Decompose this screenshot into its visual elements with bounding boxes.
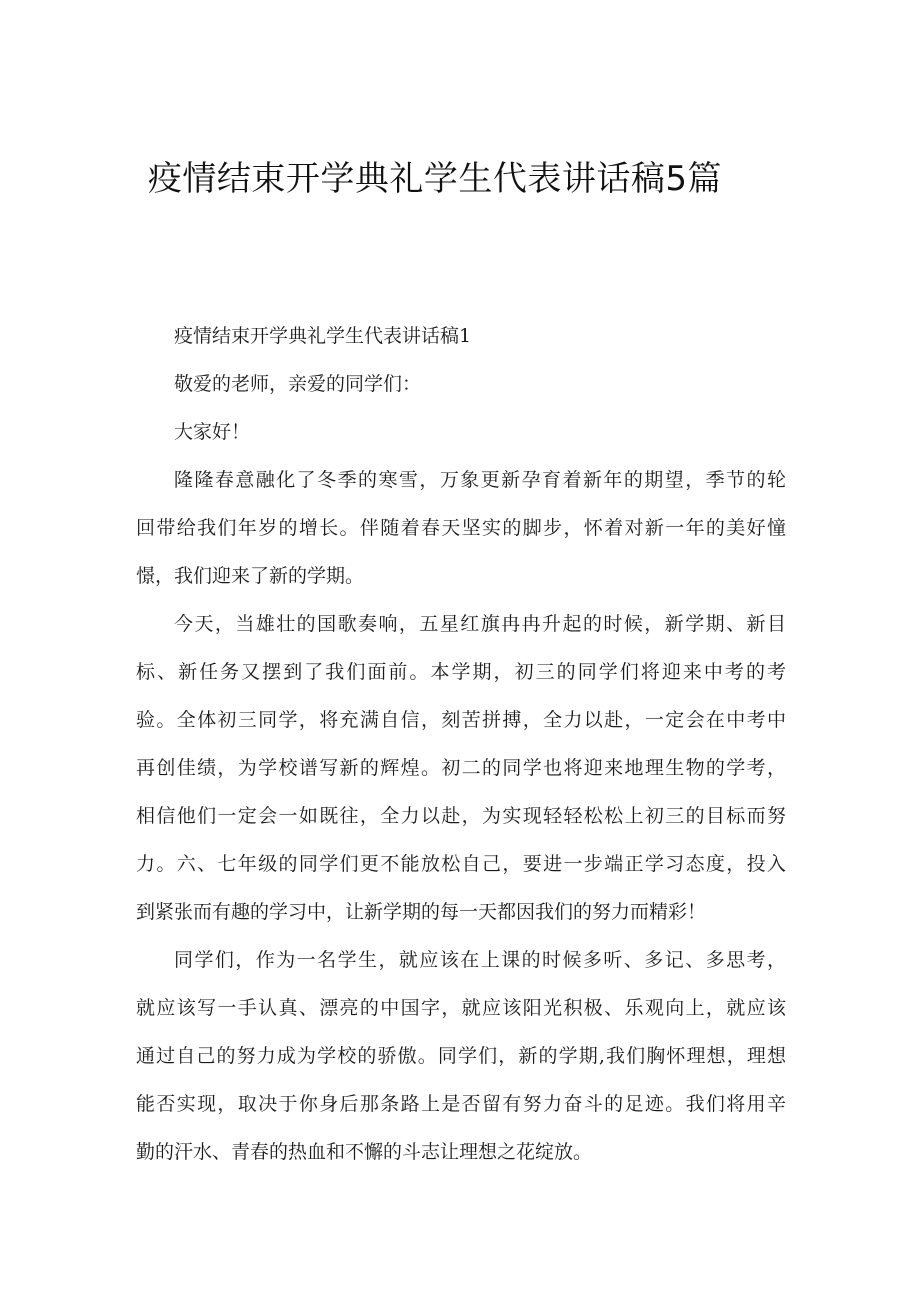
- paragraph-3-line: 能否实现，取决于你身后那条路上是否留有努力奋斗的足迹。我们将用辛: [136, 1093, 786, 1115]
- paragraph-2-line: 再创佳绩，为学校谱写新的辉煌。初二的同学也将迎来地理生物的学考，: [136, 757, 786, 779]
- paragraph-2-line: 相信他们一定会一如既往，全力以赴，为实现轻轻松松上初三的目标而努: [136, 805, 786, 827]
- paragraph-2-line: 验。全体初三同学，将充满自信，刻苦拼搏，全力以赴，一定会在中考中: [136, 709, 786, 731]
- paragraph-3-line: 同学们，作为一名学生，就应该在上课的时候多听、多记、多思考，: [174, 949, 786, 971]
- paragraph-2-line: 标、新任务又摆到了我们面前。本学期，初三的同学们将迎来中考的考: [136, 661, 786, 683]
- document-title: 疫情结束开学典礼学生代表讲话稿5篇: [147, 159, 723, 199]
- paragraph-1-line: 隆隆春意融化了冬季的寒雪，万象更新孕育着新年的期望，季节的轮: [174, 469, 786, 491]
- greeting: 大家好！: [174, 421, 251, 443]
- paragraph-2-line: 到紧张而有趣的学习中，让新学期的每一天都因我们的努力而精彩！: [136, 901, 707, 923]
- paragraph-1-line: 回带给我们年岁的增长。伴随着春天坚实的脚步，怀着对新一年的美好憧: [136, 517, 786, 539]
- section-heading: 疫情结束开学典礼学生代表讲话稿1: [174, 325, 472, 347]
- document-body: [136, 312, 786, 1176]
- paragraph-3-line: 通过自己的努力成为学校的骄傲。同学们，新的学期,我们胸怀理想，理想: [136, 1045, 786, 1067]
- paragraph-3-line: 勤的汗水、青春的热血和不懈的斗志让理想之花绽放。: [136, 1141, 593, 1163]
- paragraph-2-line: 力。六、七年级的同学们更不能放松自己，要进一步端正学习态度，投入: [136, 853, 786, 875]
- paragraph-3-line: 就应该写一手认真、漂亮的中国字，就应该阳光积极、乐观向上，就应该: [136, 997, 786, 1019]
- paragraph-1-line: 憬，我们迎来了新的学期。: [136, 565, 365, 587]
- paragraph-2-line: 今天，当雄壮的国歌奏响，五星红旗冉冉升起的时候，新学期、新目: [174, 613, 786, 635]
- salutation: 敬爱的老师，亲爱的同学们：: [174, 373, 422, 395]
